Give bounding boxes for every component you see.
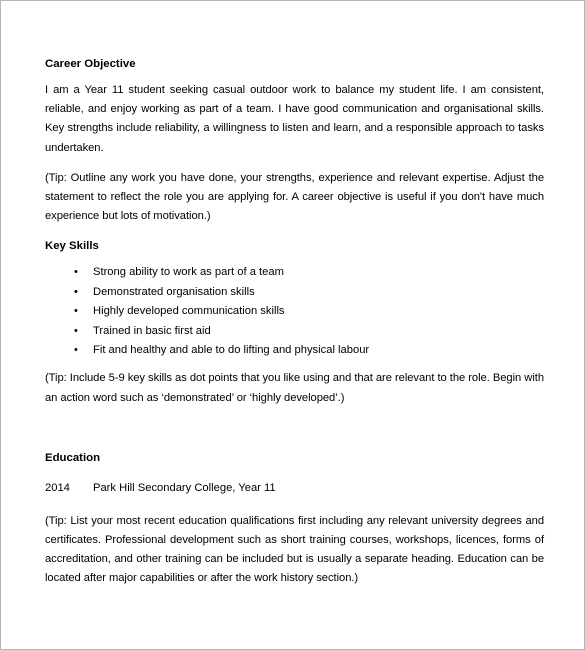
- career-objective-tip: (Tip: Outline any work you have done, your strengths, experience and relevant expertise. Adjust the statement to reflect the role you are applying for. A career objective is useful if you don't have much experience but lots of motivation.): [45, 171, 544, 223]
- skill-text: Trained in basic first aid: [93, 324, 211, 337]
- skill-item: [45, 263, 544, 282]
- skill-text: Highly developed communication skills: [93, 305, 285, 318]
- bullet-icon: •: [74, 305, 78, 318]
- education-entry: [45, 481, 544, 495]
- skill-text: Strong ability to work as part of a team: [93, 266, 284, 279]
- key-skills-list: [45, 263, 544, 360]
- skill-item: [45, 341, 544, 360]
- key-skills-tip: (Tip: Include 5-9 key skills as dot points that you like using and that are relevant to the role. Begin with an action word such as ‘demonstrated’ or ‘highly developed’.): [45, 372, 544, 404]
- resume-body: [45, 57, 544, 589]
- skill-item: [45, 283, 544, 302]
- skill-item: [45, 322, 544, 341]
- education-school: Park Hill Secondary College, Year 11: [93, 481, 276, 494]
- education-tip: (Tip: List your most recent education qualifications first including any relevant university degrees and certificates. Professional development such as short training courses, workshops, licences, forms of accreditation, and other training can be included but is usually a separate heading. Education can be located after major capabilities or after the work history section.): [45, 514, 544, 585]
- bullet-icon: •: [74, 343, 78, 356]
- key-skills-heading: Key Skills: [45, 240, 99, 253]
- skill-text: Demonstrated organisation skills: [93, 285, 255, 298]
- education-year: 2014: [45, 481, 70, 494]
- skill-text: Fit and healthy and able to do lifting and physical labour: [93, 343, 370, 356]
- bullet-icon: •: [74, 285, 78, 298]
- bullet-icon: •: [74, 266, 78, 279]
- skill-item: [45, 302, 544, 321]
- career-objective-text: I am a Year 11 student seeking casual outdoor work to balance my student life. I am consistent, reliable, and enjoy working as part of a team. I have good communication and organisational skills. Key strengths include reliability, a willingness to listen and learn, and a responsible approach to tasks undertaken.: [45, 84, 544, 154]
- bullet-icon: •: [74, 324, 78, 337]
- career-objective-heading: Career Objective: [45, 58, 136, 70]
- education-heading: Education: [45, 451, 101, 464]
